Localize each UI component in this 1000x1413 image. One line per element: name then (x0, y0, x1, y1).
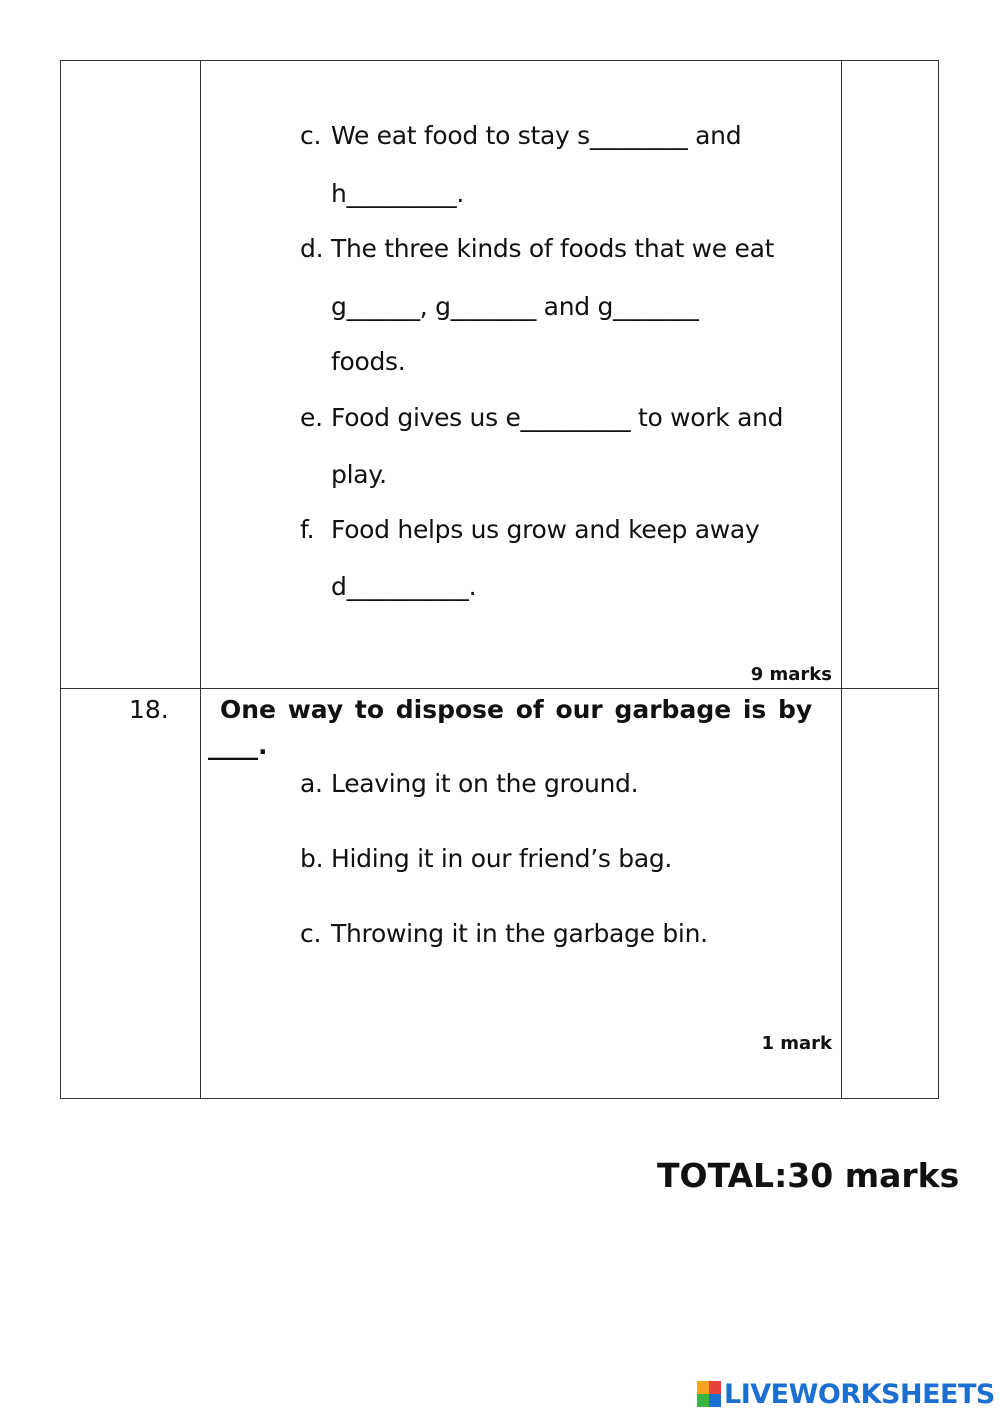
item-text-cont: h_________. (331, 179, 464, 208)
logo-text: LIVEWORKSHEETS (724, 1378, 995, 1410)
option-label: c. (300, 919, 322, 948)
q18-number: 18. (129, 695, 169, 724)
q17-marks: 9 marks (750, 664, 832, 685)
item-text-cont: g______, g_______ and g_______ (331, 292, 699, 321)
question-table (60, 60, 939, 1099)
liveworksheets-logo-icon (697, 1381, 721, 1407)
item-text: We eat food to stay s________ and (331, 121, 742, 150)
q18-marks: 1 mark (761, 1033, 832, 1054)
item-text: The three kinds of foods that we eat (331, 234, 775, 263)
q18-question: One way to dispose of our garbage is by (220, 695, 813, 724)
item-label: f. (300, 515, 315, 544)
item-label: c. (300, 121, 322, 150)
option-label: a. (300, 769, 323, 798)
item-text-cont: play. (331, 460, 387, 489)
option-text: Throwing it in the garbage bin. (331, 919, 708, 948)
item-label: e. (300, 403, 323, 432)
q18-answer-blank: ____. (208, 731, 268, 760)
item-text: Food helps us grow and keep away (331, 515, 760, 544)
item-text: Food gives us e_________ to work and (331, 403, 784, 432)
option-text: Leaving it on the ground. (331, 769, 639, 798)
item-text-cont: d__________. (331, 572, 477, 601)
column-divider-right (841, 61, 842, 1098)
row-divider (61, 688, 938, 689)
item-text-cont: foods. (331, 347, 406, 376)
option-text: Hiding it in our friend’s bag. (331, 844, 673, 873)
option-label: b. (300, 844, 324, 873)
total-marks: TOTAL:30 marks (657, 1156, 960, 1195)
item-label: d. (300, 234, 324, 263)
column-divider-left (200, 61, 201, 1098)
liveworksheets-logo (697, 1376, 995, 1412)
